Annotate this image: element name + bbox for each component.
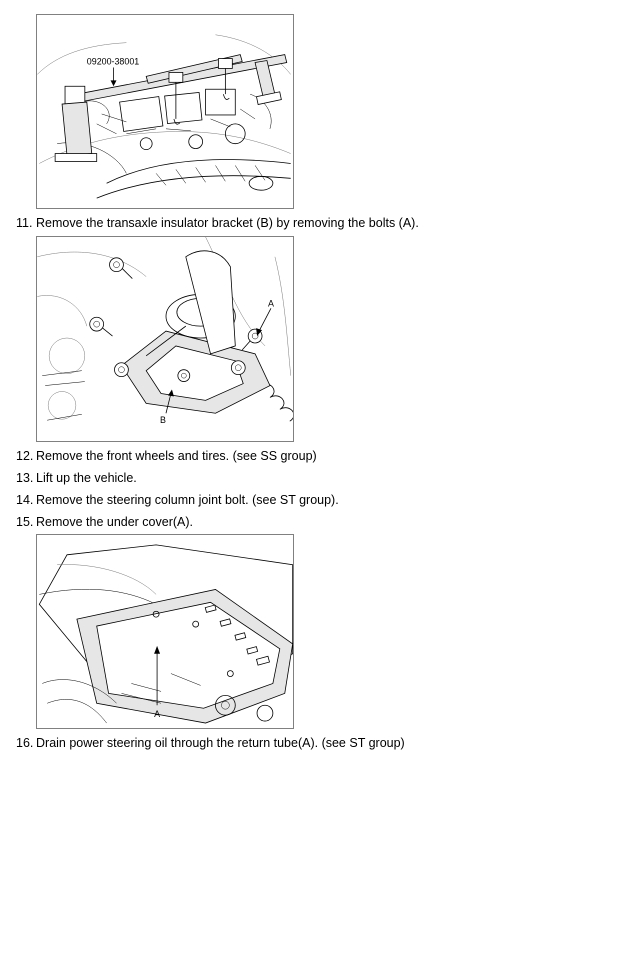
step-text: Remove the front wheels and tires. (see SS group) (36, 449, 317, 463)
engine-bay-illustration (37, 15, 293, 208)
step-number: 11. (16, 216, 33, 230)
step-number: 12. (16, 449, 34, 463)
step-text: Remove the steering column joint bolt. (see ST group). (36, 493, 339, 507)
step-text: Lift up the vehicle. (36, 471, 137, 485)
figure-under-cover (36, 534, 294, 729)
under-cover-illustration (37, 535, 293, 728)
step-13 (16, 470, 137, 486)
step-number: 13. (16, 471, 34, 485)
step-number: 14. (16, 493, 34, 507)
step-number: 15. (16, 515, 34, 529)
step-number: 16. (16, 736, 34, 750)
step-15 (16, 514, 193, 530)
figure-engine-support-fixture (36, 14, 294, 209)
figure-transaxle-insulator-bracket (36, 236, 294, 442)
step-12 (16, 448, 317, 464)
step-text: Remove the transaxle insulator bracket (B) by removing the bolts (A). (36, 216, 419, 230)
step-14 (16, 492, 339, 508)
transaxle-bracket-illustration (37, 237, 293, 441)
step-text: Remove the under cover(A). (36, 515, 194, 529)
step-text: Drain power steering oil through the return tube(A). (see ST group) (36, 736, 405, 750)
callout-a: A (267, 298, 274, 309)
step-11 (16, 215, 419, 231)
callout-a: A (154, 709, 161, 720)
step-16 (16, 735, 405, 751)
callout-b: B (160, 415, 167, 426)
tool-number-callout: 09200-38001 (86, 56, 140, 67)
